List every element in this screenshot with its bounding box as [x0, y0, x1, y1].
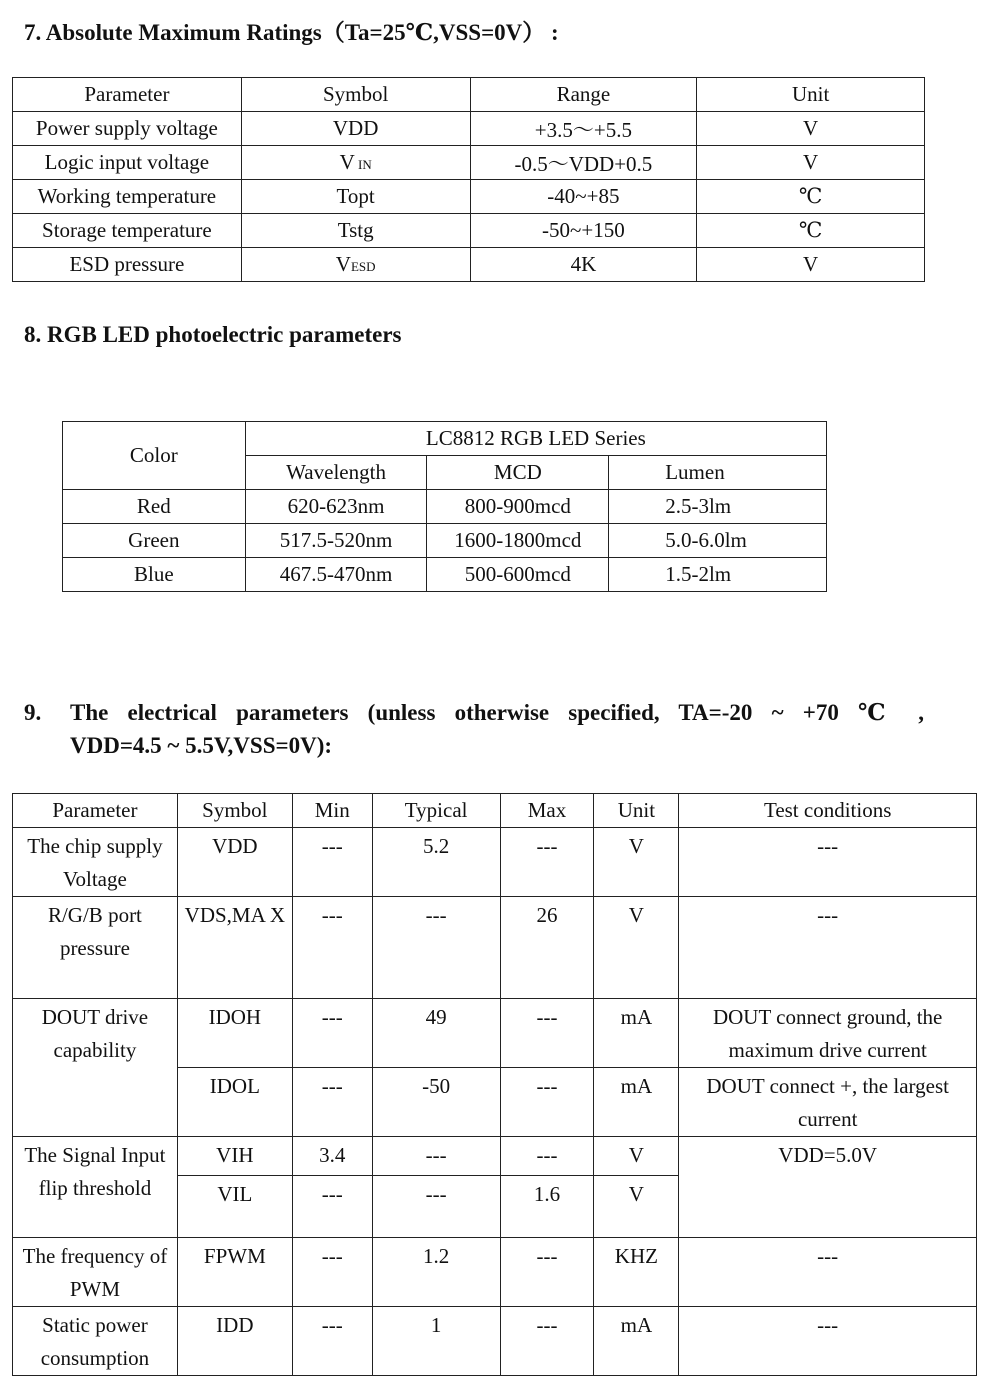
max-cell: --- [500, 1068, 594, 1137]
header-symbol: Symbol [177, 794, 292, 828]
max-cell: --- [500, 1137, 594, 1176]
unit-cell: V [594, 1137, 679, 1176]
typical-cell: -50 [372, 1068, 500, 1137]
typical-cell: --- [372, 897, 500, 999]
symbol-text: Topt [336, 184, 375, 208]
unit-cell: ℃ [697, 214, 925, 248]
section-7-title: 7. Absolute Maximum Ratings（Ta=25℃,VSS=0V） : [24, 20, 559, 45]
header-test-conditions: Test conditions [679, 794, 977, 828]
table-header-row [13, 794, 977, 828]
symbol-text: VDD [332, 116, 379, 140]
unit-cell: V [594, 897, 679, 999]
header-symbol: Symbol [241, 78, 470, 112]
max-cell: --- [500, 1307, 594, 1376]
absolute-max-ratings-table [12, 77, 925, 282]
parameter-cell: ESD pressure [13, 248, 242, 282]
symbol-cell: IDD [177, 1307, 292, 1376]
table-row [13, 999, 977, 1068]
section-9-number: 9. [24, 700, 42, 725]
parameter-cell: Power supply voltage [13, 112, 242, 146]
mcd-cell: 1600-1800mcd [427, 524, 609, 558]
min-cell: 3.4 [292, 1137, 372, 1176]
symbol-text: Tstg [337, 218, 374, 242]
wavelength-cell: 467.5-470nm [245, 558, 427, 592]
mcd-cell: 500-600mcd [427, 558, 609, 592]
parameter-cell: Working temperature [13, 180, 242, 214]
header-range: Range [470, 78, 697, 112]
range-cell: 4K [470, 248, 697, 282]
symbol-cell: VDS,MA X [177, 897, 292, 999]
unit-cell: V [697, 112, 925, 146]
max-cell: 26 [500, 897, 594, 999]
section-9-title [24, 696, 924, 762]
min-cell: --- [292, 828, 372, 897]
unit-cell: V [697, 248, 925, 282]
symbol-cell [241, 248, 470, 282]
test-conditions-cell: --- [679, 828, 977, 897]
unit-cell: KHZ [594, 1238, 679, 1307]
rgb-led-photoelectric-table [62, 421, 827, 592]
lumen-cell: 1.5-2lm [609, 558, 827, 592]
color-cell: Blue [63, 558, 246, 592]
table-row [13, 248, 925, 282]
lumen-cell: 5.0-6.0lm [609, 524, 827, 558]
symbol-subscript: ESD [350, 259, 376, 274]
parameter-cell: The Signal Input flip threshold [13, 1137, 178, 1238]
table-row [13, 180, 925, 214]
min-cell: --- [292, 1238, 372, 1307]
symbol-cell [241, 112, 470, 146]
section-9-title-line-1: The electrical parameters (unless otherwise specified, TA=-20 ~ +70 ℃ , [70, 700, 924, 725]
header-lumen: Lumen [609, 456, 827, 490]
symbol-cell [241, 180, 470, 214]
max-cell: --- [500, 999, 594, 1068]
mcd-cell: 800-900mcd [427, 490, 609, 524]
symbol-cell: VIH [177, 1137, 292, 1176]
unit-cell: V [594, 1176, 679, 1238]
min-cell: --- [292, 897, 372, 999]
symbol-cell [241, 146, 470, 180]
color-cell: Red [63, 490, 246, 524]
table-row [13, 897, 977, 999]
symbol-text: V [335, 252, 351, 276]
test-conditions-cell: VDD=5.0V [679, 1137, 977, 1238]
parameter-cell: Logic input voltage [13, 146, 242, 180]
parameter-cell: The chip supply Voltage [13, 828, 178, 897]
test-conditions-cell: --- [679, 897, 977, 999]
header-unit: Unit [594, 794, 679, 828]
table-row [13, 146, 925, 180]
table-row [13, 1137, 977, 1176]
parameter-cell: DOUT drive capability [13, 999, 178, 1137]
unit-cell: V [594, 828, 679, 897]
symbol-cell: FPWM [177, 1238, 292, 1307]
symbol-subscript: IN [354, 157, 372, 172]
typical-cell: 49 [372, 999, 500, 1068]
table-row [63, 524, 827, 558]
section-9-title-line-2: VDD=4.5 ~ 5.5V,VSS=0V): [70, 733, 333, 758]
symbol-cell: VDD [177, 828, 292, 897]
section-8-title: 8. RGB LED photoelectric parameters [24, 322, 402, 347]
table-row [13, 112, 925, 146]
symbol-cell: IDOH [177, 999, 292, 1068]
min-cell: --- [292, 1176, 372, 1238]
range-cell: +3.5～+5.5 [470, 112, 697, 146]
table-header-row [63, 422, 827, 456]
header-mcd: MCD [427, 456, 609, 490]
test-conditions-cell: DOUT connect +, the largest current [679, 1068, 977, 1137]
header-parameter: Parameter [13, 78, 242, 112]
range-cell: -50~+150 [470, 214, 697, 248]
symbol-cell [241, 214, 470, 248]
min-cell: --- [292, 999, 372, 1068]
header-unit: Unit [697, 78, 925, 112]
header-parameter: Parameter [13, 794, 178, 828]
unit-cell: mA [594, 1068, 679, 1137]
table-row [13, 828, 977, 897]
unit-cell: V [697, 146, 925, 180]
test-conditions-cell: DOUT connect ground, the maximum drive current [679, 999, 977, 1068]
min-cell: --- [292, 1068, 372, 1137]
typical-cell: --- [372, 1137, 500, 1176]
header-max: Max [500, 794, 594, 828]
test-conditions-cell: --- [679, 1307, 977, 1376]
parameter-cell: Static power consumption [13, 1307, 178, 1376]
lumen-cell: 2.5-3lm [609, 490, 827, 524]
wavelength-cell: 517.5-520nm [245, 524, 427, 558]
max-cell: --- [500, 1238, 594, 1307]
wavelength-cell: 620-623nm [245, 490, 427, 524]
header-wavelength: Wavelength [245, 456, 427, 490]
parameter-cell: R/G/B port pressure [13, 897, 178, 999]
header-typical: Typical [372, 794, 500, 828]
table-header-row [13, 78, 925, 112]
header-color: Color [63, 422, 246, 490]
max-cell: 1.6 [500, 1176, 594, 1238]
symbol-cell: IDOL [177, 1068, 292, 1137]
range-cell: -40~+85 [470, 180, 697, 214]
unit-cell: mA [594, 1307, 679, 1376]
test-conditions-cell: --- [679, 1238, 977, 1307]
parameter-cell: The frequency of PWM [13, 1238, 178, 1307]
header-min: Min [292, 794, 372, 828]
parameter-cell: Storage temperature [13, 214, 242, 248]
table-row [13, 1307, 977, 1376]
table-row [63, 490, 827, 524]
unit-cell: mA [594, 999, 679, 1068]
typical-cell: 1 [372, 1307, 500, 1376]
max-cell: --- [500, 828, 594, 897]
color-cell: Green [63, 524, 246, 558]
typical-cell: 1.2 [372, 1238, 500, 1307]
header-series: LC8812 RGB LED Series [245, 422, 826, 456]
typical-cell: --- [372, 1176, 500, 1238]
unit-cell: ℃ [697, 180, 925, 214]
table-row [13, 1238, 977, 1307]
typical-cell: 5.2 [372, 828, 500, 897]
symbol-cell: VIL [177, 1176, 292, 1238]
min-cell: --- [292, 1307, 372, 1376]
table-row [63, 558, 827, 592]
range-cell: -0.5～VDD+0.5 [470, 146, 697, 180]
electrical-parameters-table [12, 793, 977, 1376]
symbol-text: V [339, 150, 355, 174]
table-row [13, 214, 925, 248]
